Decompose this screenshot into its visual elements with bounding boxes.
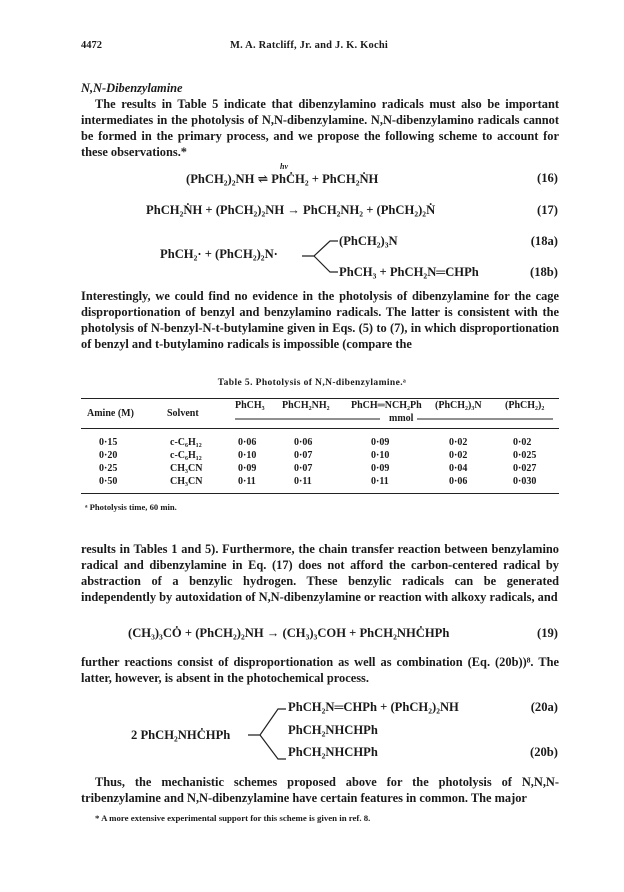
equation-19: (CH₃)₃CȮ + (PhCH₂)₂NH → (CH₃)₃COH + PhCH₂NHĊHPh [128, 626, 450, 640]
table-cell: c-C₆H₁₂ [170, 437, 202, 448]
table-cell: CH₃CN [170, 476, 203, 487]
section-heading: N,N-Dibenzylamine [81, 81, 183, 95]
equation-20b-product-line1: PhCH₂NHCHPh [288, 723, 378, 737]
table-5-caption: Table 5. Photolysis of N,N-dibenzylamine.ᵃ [217, 378, 407, 388]
table-cell: 0·10 [238, 450, 257, 461]
table-cell: 0·50 [99, 476, 118, 487]
table-cell: 0·030 [513, 476, 537, 487]
equation-18a-product: (PhCH₂)₃N [339, 234, 398, 248]
equation-20-branch-arrows [246, 704, 288, 764]
equation-18b-products: PhCH₃ + PhCH₂N═CHPh [339, 265, 479, 279]
table-cell: 0·02 [449, 450, 468, 461]
table-header-bibenzyl: (PhCH₂)₂ [505, 400, 545, 411]
table-cell: c-C₆H₁₂ [170, 450, 202, 461]
table-top-rule [81, 398, 559, 399]
table-cell: 0·06 [294, 437, 313, 448]
equation-16-hv-label: hν [280, 162, 288, 171]
table-cell: 0·07 [294, 450, 313, 461]
running-header-authors: M. A. Ratcliff, Jr. and J. K. Kochi [230, 40, 388, 51]
table-cell: 0·025 [513, 450, 537, 461]
paragraph-intro [81, 96, 559, 160]
table-cell: 0·11 [238, 476, 256, 487]
equation-20b-number: (20b) [530, 745, 558, 759]
paragraph-further: further reactions consist of disproportionation as well as combination (Eq. (20b))⁸. The latter, however, is absent in the photochemical process. [81, 655, 559, 685]
paragraph-thus [81, 774, 559, 806]
equation-17: PhCH₂ṄH + (PhCH₂)₂NH → PhCH₂NH₂ + (PhCH₂)₂Ṅ [146, 203, 436, 217]
table-cell: 0·11 [294, 476, 312, 487]
table-cell: 0·25 [99, 463, 118, 474]
equation-18-branch-arrows [300, 236, 340, 278]
table-footnote: ᵃ Photolysis time, 60 min. [85, 502, 177, 512]
table-header-phch3: PhCH₃ [235, 400, 265, 411]
equation-18b-number: (18b) [530, 265, 558, 279]
page-number: 4472 [81, 40, 102, 51]
table-cell: 0·027 [513, 463, 537, 474]
table-cell: 0·09 [371, 437, 390, 448]
equation-17-number: (17) [537, 203, 558, 217]
table-cell: 0·09 [371, 463, 390, 474]
equation-18a-number: (18a) [530, 234, 558, 248]
table-header-solvent: Solvent [167, 408, 199, 419]
equation-20a-number: (20a) [530, 700, 558, 714]
table-cell: 0·15 [99, 437, 118, 448]
table-cell: 0·11 [371, 476, 389, 487]
equation-16-number: (16) [537, 171, 558, 185]
table-cell: 0·06 [449, 476, 468, 487]
table-cell: 0·04 [449, 463, 468, 474]
table-header-amine: Amine (M) [87, 408, 134, 419]
table-cell: 0·06 [238, 437, 257, 448]
equation-20-reactant: 2 PhCH₂NHĊHPh [131, 728, 231, 742]
paragraph-thus-text: Thus, the mechanistic schemes proposed above for the photolysis of N,N,N-tribenzylamine and N,N-dibenzylamine have certain features in common. The major [81, 775, 559, 805]
table-cell: 0·20 [99, 450, 118, 461]
table-cell: 0·02 [449, 437, 468, 448]
paragraph-intro-text: The results in Table 5 indicate that dibenzylamino radicals must also be important intermediates in the photolysis of N,N-dibenzylamine. N,N-dibenzylamino radicals cannot be formed in the primary process, and we propose the following scheme to account for these observations.* [81, 97, 559, 159]
equation-18-reactants: PhCH₂· + (PhCH₂)₂N· [160, 247, 278, 261]
paragraph-results: results in Tables 1 and 5). Furthermore, the chain transfer reaction between benzylamino radical and dibenzylamine in Eq. (17) does not afford the carbon-centered radical by abstraction of a benzylic hydrogen. These benzylic radicals can be generated independently by autoxidation of N,N-dibenzylamine or reaction with alkoxy radicals, and [81, 542, 559, 604]
table-bottom-rule [81, 493, 559, 494]
paragraph-interestingly: Interestingly, we could find no evidence in the photolysis of dibenzylamine for the cage disproportionation of benzyl and benzylamino radicals. The latter is consistent with the photolysis of N-benzyl-N-t-butylamine given in Eqs. (5) to (7), in which disproportionation of benzyl and t-butylamino radicals is impossible (compare the [81, 289, 559, 351]
table-cell: 0·09 [238, 463, 257, 474]
table-header-tribenzylamine: (PhCH₂)₃N [435, 400, 482, 411]
table-cell: 0·02 [513, 437, 532, 448]
table-cell: CH₃CN [170, 463, 203, 474]
table-header-imine: PhCH═NCH₂Ph [351, 400, 422, 411]
table-cell: 0·07 [294, 463, 313, 474]
equation-16: (PhCH₂)₂NH ⇌ PhĊH₂ + PhCH₂ṄH [186, 172, 379, 186]
table-unit-label: mmol [389, 413, 414, 424]
table-cell: 0·10 [371, 450, 390, 461]
page-footnote: * A more extensive experimental support for this scheme is given in ref. 8. [95, 813, 371, 823]
equation-20a-products: PhCH₂N═CHPh + (PhCH₂)₂NH [288, 700, 459, 714]
equation-20b-product-line2: PhCH₂NHCHPh [288, 745, 378, 759]
table-header-rule [81, 428, 559, 429]
equation-19-number: (19) [537, 626, 558, 640]
table-header-phch2nh2: PhCH₂NH₂ [282, 400, 330, 411]
